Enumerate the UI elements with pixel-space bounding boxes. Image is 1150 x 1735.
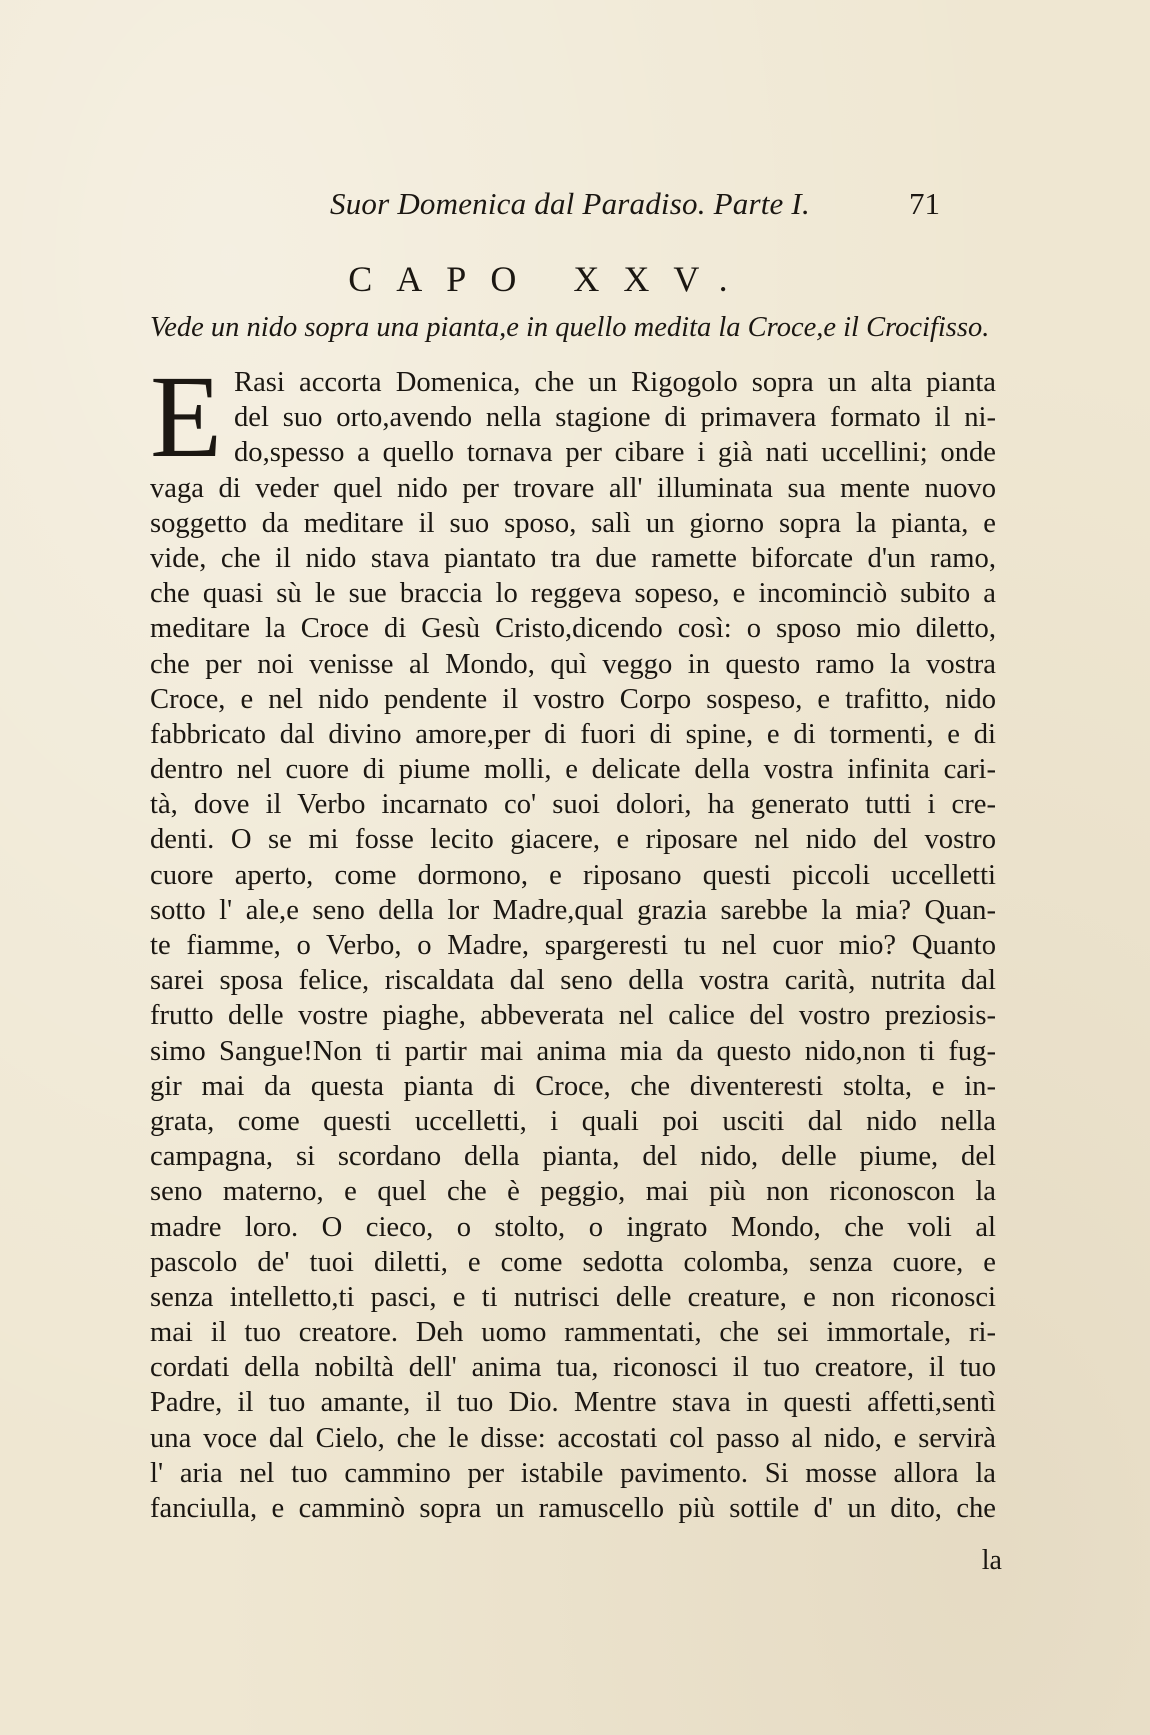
text-line: gir mai da questa pianta di Croce, che diventeresti stolta, e in- xyxy=(150,1070,996,1102)
page-number: 71 xyxy=(909,186,940,221)
text-line: simo Sangue!Non ti partir mai anima mia da questo nido,non ti fug- xyxy=(150,1035,996,1067)
text-line: madre loro. O cieco, o stolto, o ingrato Mondo, che voli al xyxy=(150,1211,996,1243)
text-line: che per noi venisse al Mondo, quì veggo in questo ramo la vostra xyxy=(150,648,996,680)
text-line: do,spesso a quello tornava per cibare i già nati uccellini; onde xyxy=(234,437,996,469)
text-line: meditare la Croce di Gesù Cristo,dicendo così: o sposo mio diletto, xyxy=(150,613,996,645)
running-head: Suor Domenica dal Paradiso. Parte I. xyxy=(330,186,810,221)
text-line: fabbricato dal divino amore,per di fuori di spine, e di tormenti, e di xyxy=(150,718,996,750)
text-line: cuore aperto, come dormono, e riposano questi piccoli uccelletti xyxy=(150,859,996,891)
page-header xyxy=(150,186,940,226)
text-line: l' aria nel tuo cammino per istabile pavimento. Si mosse allora la xyxy=(150,1457,996,1489)
text-line: frutto delle vostre piaghe, abbeverata nel calice del vostro preziosis- xyxy=(150,1000,996,1032)
text-line: sarei sposa felice, riscaldata dal seno della vostra carità, nutrita dal xyxy=(150,965,996,997)
text-line: mai il tuo creatore. Deh uomo rammentati, che sei immortale, ri- xyxy=(150,1317,996,1349)
text-line: cordati della nobiltà dell' anima tua, riconosci il tuo creatore, il tuo xyxy=(150,1352,996,1384)
text-line: seno materno, e quel che è peggio, mai più non riconoscon la xyxy=(150,1176,996,1208)
text-line: tà, dove il Verbo incarnato co' suoi dolori, ha generato tutti i cre- xyxy=(150,789,996,821)
text-line: che quasi sù le sue braccia lo reggeva sopeso, e incominciò subito a xyxy=(150,578,996,610)
chapter-title: CAPO XXV. xyxy=(348,259,752,299)
text-line: vaga di veder quel nido per trovare all' illuminata sua mente nuovo xyxy=(150,472,996,504)
text-line: una voce dal Cielo, che le disse: accostati col passo al nido, e servirà xyxy=(150,1422,996,1454)
text-line: denti. O se mi fosse lecito giacere, e riposare nel nido del vostro xyxy=(150,824,996,856)
text-line: Padre, il tuo amante, il tuo Dio. Mentre stava in questi affetti,sentì xyxy=(150,1387,996,1419)
text-line: Rasi accorta Domenica, che un Rigogolo sopra un alta pianta xyxy=(234,367,996,398)
text-line: pascolo de' tuoi diletti, e come sedotta colomba, senza cuore, e xyxy=(150,1246,996,1278)
text-line: senza intelletto,ti pasci, e ti nutrisci delle creature, e non riconosci xyxy=(150,1281,996,1313)
text-line: campagna, si scordano della pianta, del nido, delle piume, del xyxy=(150,1141,996,1173)
text-line: dentro nel cuore di piume molli, e delicate della vostra infinita cari- xyxy=(150,754,996,786)
drop-cap: E xyxy=(150,351,223,482)
text-line: vide, che il nido stava piantato tra due ramette biforcate d'un ramo, xyxy=(150,542,996,574)
text-line: sotto l' ale,e seno della lor Madre,qual grazia sarebbe la mia? Quan- xyxy=(150,894,996,926)
text-line: grata, come questi uccelletti, i quali poi usciti dal nido nella xyxy=(150,1105,996,1137)
text-line: te fiamme, o Verbo, o Madre, spargeresti tu nel cuor mio? Quanto xyxy=(150,930,996,961)
chapter-subtitle: Vede un nido sopra una pianta,e in quello medita la Croce,e il Crocifisso. xyxy=(150,312,990,343)
catchword: la xyxy=(981,1545,1002,1576)
text-line: Croce, e nel nido pendente il vostro Corpo sospeso, e trafitto, nido xyxy=(150,683,996,715)
text-line: fanciulla, e camminò sopra un ramuscello più sottile d' un dito, che xyxy=(150,1493,996,1524)
text-line: del suo orto,avendo nella stagione di primavera formato il ni- xyxy=(234,402,996,434)
body-text xyxy=(150,351,996,1526)
text-line: soggetto da meditare il suo sposo, salì un giorno sopra la pianta, e xyxy=(150,507,996,539)
